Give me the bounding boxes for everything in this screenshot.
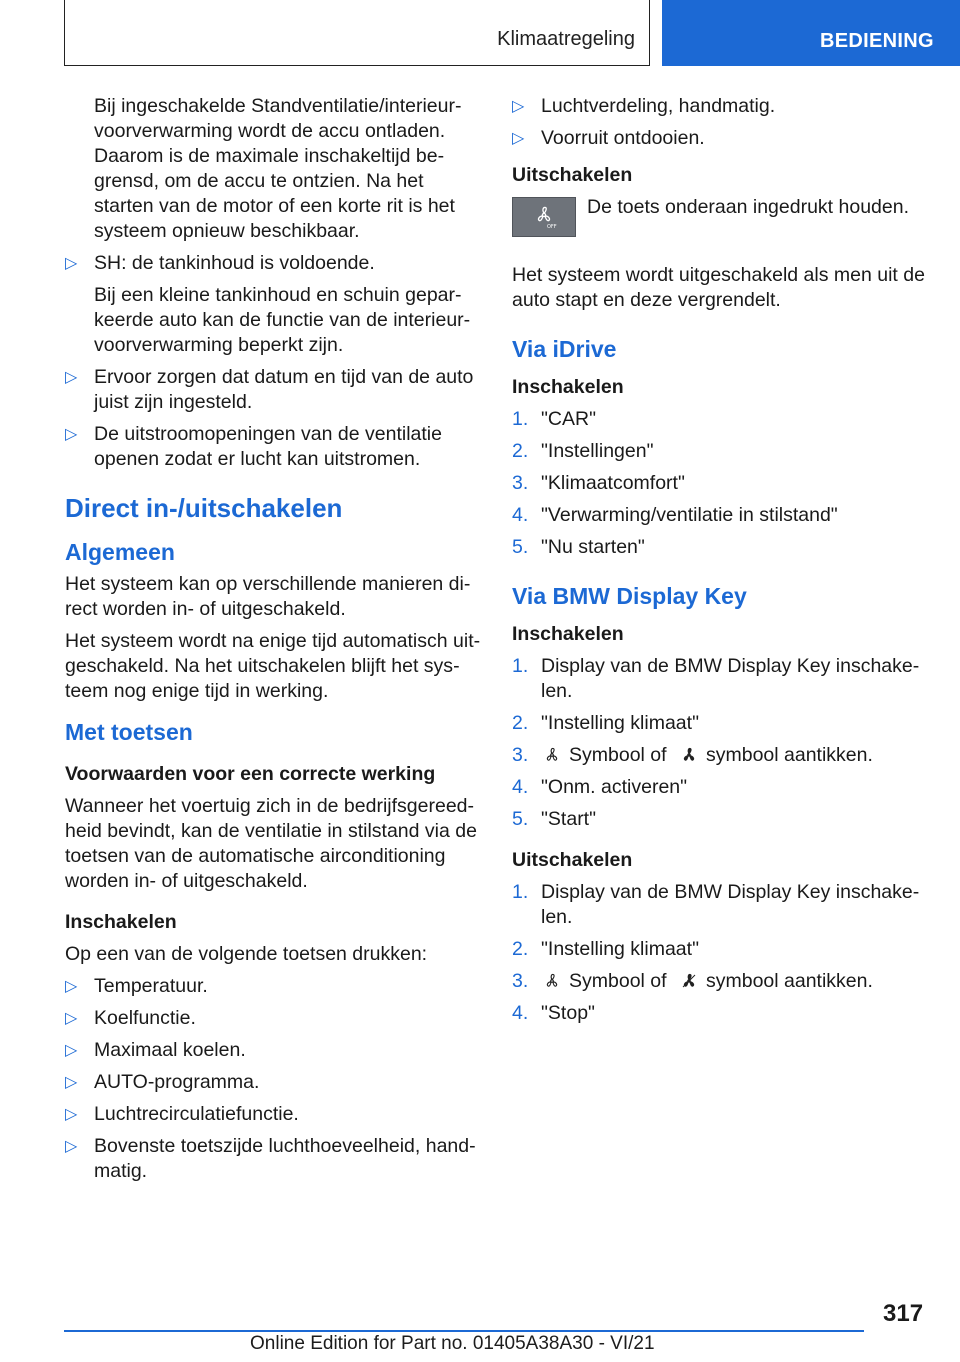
switch-off-paragraph: Het systeem wordt uitgeschakeld als men uit de auto stapt en deze vergrendelt. xyxy=(512,264,925,311)
conditions-paragraph: Wanneer het voertuig zich in de bedrijfsgereedheid bevindt, kan de ventilatie in stilstand via de toetsen van de automatische airconditioning worden in- of uitgeschakeld. xyxy=(65,795,477,892)
list-item-text: De uitstroomopeningen van de ventilatie openen zodat er lucht kan uitstromen. xyxy=(94,423,442,470)
header-title-box xyxy=(64,0,650,66)
step-number: 4. xyxy=(512,776,529,798)
bullet-arrow-icon: ▷ xyxy=(65,369,78,386)
step-number: 1. xyxy=(512,881,529,903)
subsection-heading-idrive: Via iDrive xyxy=(512,336,617,362)
list-item xyxy=(512,503,927,528)
list-item xyxy=(512,1001,927,1026)
list-item xyxy=(65,365,483,415)
list-item xyxy=(65,1102,483,1127)
step-number: 5. xyxy=(512,808,529,830)
list-item-text: Ervoor zorgen dat datum en tijd van de auto juist zijn ingesteld. xyxy=(94,366,474,413)
fan-off-icon xyxy=(531,204,557,230)
step-text: "Instelling klimaat" xyxy=(541,938,699,960)
step-text: "Instellingen" xyxy=(541,440,654,462)
idrive-on-heading: Inschakelen xyxy=(512,376,624,398)
bullet-arrow-icon: ▷ xyxy=(65,1042,78,1059)
list-item xyxy=(512,969,927,994)
fan-off-button-row xyxy=(512,195,927,245)
footer-divider xyxy=(64,1330,864,1332)
subsection-heading-display-key: Via BMW Display Key xyxy=(512,583,747,609)
subsection-heading-general: Algemeen xyxy=(65,539,175,565)
bullet-arrow-icon: ▷ xyxy=(65,1074,78,1091)
general-paragraph-2: Het systeem wordt na enige tijd automatisch uitgeschakeld. Na het uitschakelen blijft het systeem nog enige tijd in werking. xyxy=(65,630,481,702)
conditions-heading: Voorwaarden voor een correcte werking xyxy=(65,763,436,785)
step-text: "Stop" xyxy=(541,1002,595,1024)
step-number: 2. xyxy=(512,440,529,462)
general-paragraph-1: Het systeem kan op verschillende manieren direct worden in- of uitgeschakeld. xyxy=(65,573,471,620)
switch-on-heading: Inschakelen xyxy=(65,911,177,933)
list-item-text: Bovenste toetszijde luchthoeveelheid, handmatig. xyxy=(94,1135,476,1182)
step-number: 2. xyxy=(512,938,529,960)
list-item xyxy=(512,880,927,930)
list-item xyxy=(512,407,927,432)
bullet-arrow-icon: ▷ xyxy=(512,98,525,115)
footer-edition: Online Edition for Part no. 01405A38A30 - VI/21 xyxy=(250,1333,655,1354)
list-item xyxy=(512,126,927,151)
section-heading: Direct in-/uitschakelen xyxy=(65,493,343,523)
display-key-on-heading: Inschakelen xyxy=(512,623,624,645)
step-number: 2. xyxy=(512,712,529,734)
header-title: Klimaatregeling xyxy=(497,28,635,50)
list-item-text: AUTO-programma. xyxy=(94,1071,260,1093)
list-item xyxy=(65,974,483,999)
bullet-arrow-icon: ▷ xyxy=(65,978,78,995)
list-item-text: Koelfunctie. xyxy=(94,1007,196,1029)
step-text-part: symbool aantikken. xyxy=(705,970,873,992)
step-text: Display van de BMW Display Key inschakelen. xyxy=(541,655,920,702)
list-item-text: SH: de tankinhoud is voldoende. xyxy=(94,252,375,274)
list-item xyxy=(512,937,927,962)
switch-off-heading: Uitschakelen xyxy=(512,164,633,186)
bullet-arrow-icon: ▷ xyxy=(65,255,78,272)
list-item xyxy=(65,251,483,358)
step-number: 4. xyxy=(512,1002,529,1024)
right-column xyxy=(512,94,927,1033)
step-text: "Verwarming/ventilatie in stilstand" xyxy=(541,504,838,526)
list-item-text: Temperatuur. xyxy=(94,975,208,997)
step-text-part: Symbool of xyxy=(569,744,667,766)
step-text: "Klimaatcomfort" xyxy=(541,472,685,494)
bullet-arrow-icon: ▷ xyxy=(65,1106,78,1123)
step-text: Display van de BMW Display Key inschakelen. xyxy=(541,881,920,928)
list-item xyxy=(512,654,927,704)
step-number: 1. xyxy=(512,408,529,430)
list-item-text: Luchtverdeling, handmatig. xyxy=(541,95,776,117)
step-number: 3. xyxy=(512,472,529,494)
list-item xyxy=(65,1134,483,1184)
bullet-arrow-icon: ▷ xyxy=(65,426,78,443)
list-item xyxy=(65,422,483,472)
list-item xyxy=(512,743,927,768)
intro-paragraph: Bij ingeschakelde Standventilatie/interieurvoorverwarming wordt de accu ontladen. Daarom is de maximale inschakeltijd begrensd, om de accu te ontzien. Na het starten van de motor of een korte rit is het systeem opnieuw beschikbaar. xyxy=(94,95,462,242)
list-item xyxy=(512,535,927,560)
list-item-text: Luchtrecirculatiefunctie. xyxy=(94,1103,299,1125)
list-item xyxy=(512,94,927,119)
list-item xyxy=(512,439,927,464)
list-item xyxy=(512,775,927,800)
subsection-heading-keys: Met toetsen xyxy=(65,719,193,745)
list-item xyxy=(65,1038,483,1063)
step-text-part: symbool aantikken. xyxy=(705,744,873,766)
step-number: 5. xyxy=(512,536,529,558)
list-item-text: Maximaal koelen. xyxy=(94,1039,246,1061)
fan-off-icon xyxy=(680,972,698,990)
step-text xyxy=(541,969,927,994)
list-item-text: Voorruit ontdooien. xyxy=(541,127,705,149)
step-text: "Onm. activeren" xyxy=(541,776,688,798)
list-item xyxy=(512,807,927,832)
header-section: BEDIENING xyxy=(820,30,934,52)
step-number: 4. xyxy=(512,504,529,526)
list-item xyxy=(65,1006,483,1031)
fan-off-button-image xyxy=(512,197,576,237)
fan-outline-icon xyxy=(543,972,561,990)
fan-on-icon xyxy=(680,746,698,764)
step-text: "CAR" xyxy=(541,408,597,430)
step-number: 3. xyxy=(512,744,529,766)
step-text-part: Symbool of xyxy=(569,970,667,992)
step-text: "Instelling klimaat" xyxy=(541,712,699,734)
bullet-arrow-icon: ▷ xyxy=(65,1010,78,1027)
fan-off-instruction: De toets onderaan ingedrukt houden. xyxy=(587,196,909,218)
header-section-tab xyxy=(662,0,960,66)
list-item xyxy=(512,711,927,736)
switch-on-paragraph: Op een van de volgende toetsen drukken: xyxy=(65,943,428,965)
svg-text:OFF: OFF xyxy=(547,224,557,230)
list-item xyxy=(65,1070,483,1095)
list-item-subtext: Bij een kleine tankinhoud en schuin geparkeerde auto kan de functie van de interieurvoorverwarming beperkt zijn. xyxy=(94,284,471,356)
step-number: 3. xyxy=(512,970,529,992)
step-text: "Nu starten" xyxy=(541,536,645,558)
step-number: 1. xyxy=(512,655,529,677)
left-column xyxy=(65,94,483,1191)
list-item xyxy=(512,471,927,496)
step-text: "Start" xyxy=(541,808,597,830)
display-key-off-heading: Uitschakelen xyxy=(512,849,633,871)
bullet-arrow-icon: ▷ xyxy=(65,1138,78,1155)
page-number: 317 xyxy=(883,1300,924,1327)
bullet-arrow-icon: ▷ xyxy=(512,130,525,147)
step-text xyxy=(541,743,927,768)
fan-outline-icon xyxy=(543,746,561,764)
